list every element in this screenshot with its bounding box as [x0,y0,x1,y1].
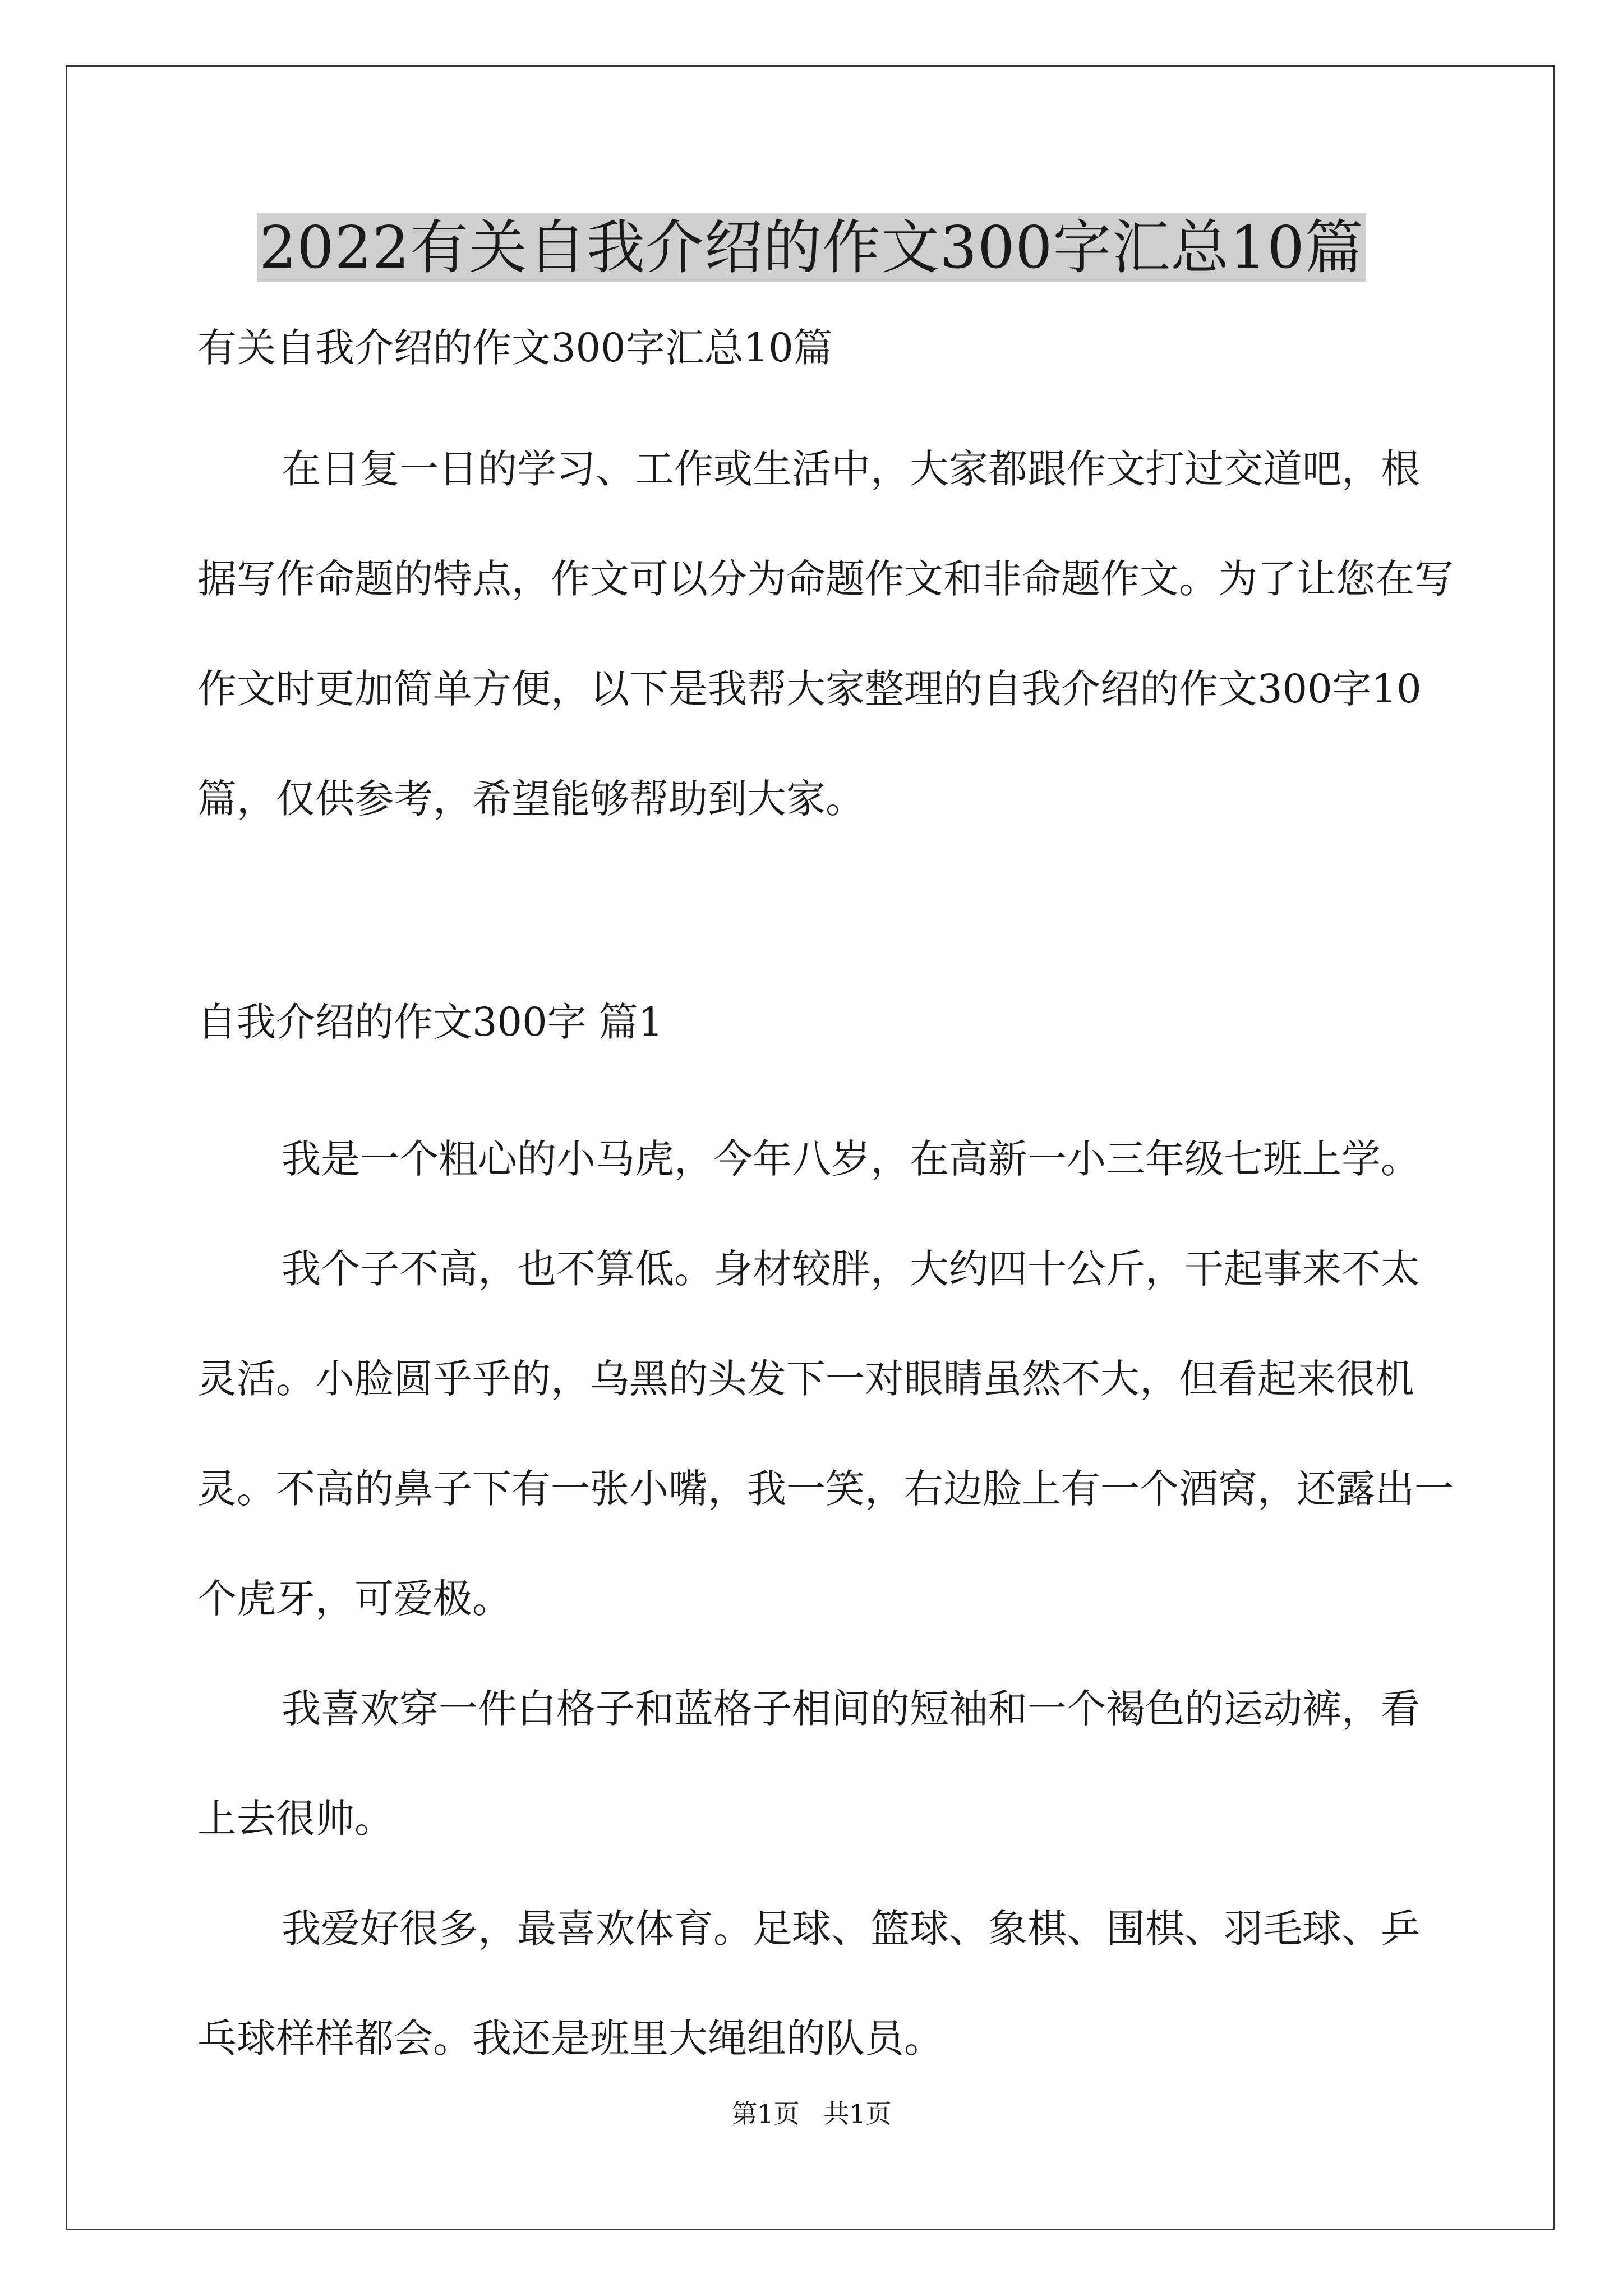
document-title-text: 2022有关自我介绍的作文300字汇总10篇 [257,213,1366,282]
body-paragraph: 我喜欢穿一件白格子和蓝格子相间的短袖和一个褐色的运动裤，看上去很帅。 [197,1686,1420,1842]
section-heading: 自我介绍的作文300字 篇1 [197,999,663,1045]
document-body [197,320,1454,2093]
body-paragraph: 我爱好很多，最喜欢体育。足球、篮球、象棋、围棋、羽毛球、乒乓球样样都会。我还是班里大绳组的队员。 [197,1906,1420,2062]
document-title [0,205,1623,289]
page-number: 第1页 [731,2099,800,2129]
body-paragraph: 我是一个粗心的小马虎，今年八岁，在高新一小三年级七班上学。 [282,1136,1420,1182]
page-footer [0,2097,1623,2131]
body-paragraph: 我个子不高，也不算低。身材较胖，大约四十公斤，干起事来不太灵活。小脸圆乎乎的，乌黑的头发下一对眼睛虽然不大，但看起来很机灵。不高的鼻子下有一张小嘴，我一笑，右边脸上有一个酒窝，还露出一个虎牙，可爱极。 [197,1246,1454,1622]
document-subtitle: 有关自我介绍的作文300字汇总10篇 [197,325,833,371]
intro-paragraph: 在日复一日的学习、工作或生活中，大家都跟作文打过交道吧，根据写作命题的特点，作文可以分为命题作文和非命题作文。为了让您在写作文时更加简单方便，以下是我帮大家整理的自我介绍的作文300字10篇，仅供参考，希望能够帮助到大家。 [197,446,1454,822]
page-count: 共1页 [823,2099,892,2129]
